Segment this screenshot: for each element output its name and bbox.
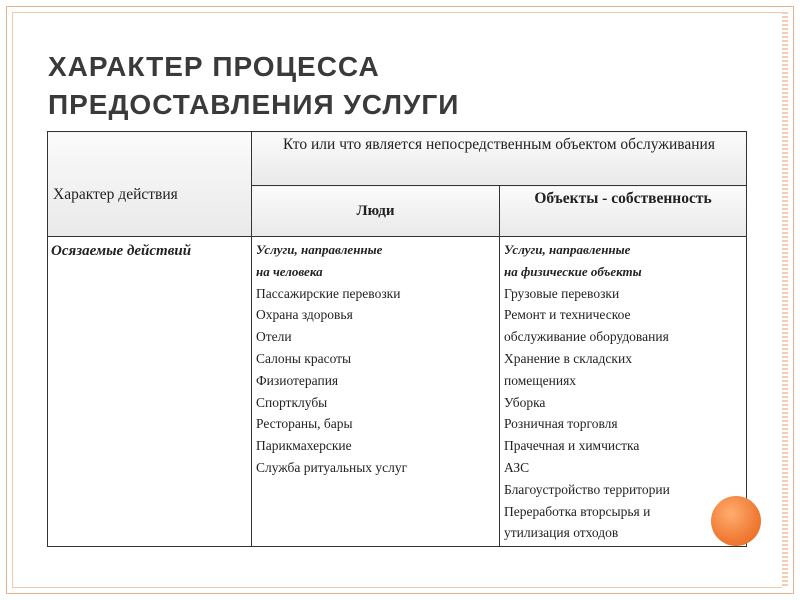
list-item: Парикмахерские bbox=[256, 438, 352, 454]
tangible-actions-label: Осязаемые действий bbox=[48, 237, 252, 547]
list-item: Уборка bbox=[504, 394, 546, 410]
decorative-orange-circle bbox=[711, 496, 761, 546]
service-object-header: Кто или что является непосредственным объектом обслуживания bbox=[252, 132, 747, 186]
objects-column-header: Объекты - собственность bbox=[500, 186, 747, 237]
list-item: Хранение в складских bbox=[504, 350, 632, 366]
objects-services-heading-line-1: Услуги, направленные bbox=[504, 242, 631, 257]
people-column-header: Люди bbox=[252, 186, 500, 237]
list-item: Прачечная и химчистка bbox=[504, 438, 640, 454]
objects-services-heading-line-2: на физические объекты bbox=[504, 263, 642, 279]
list-item: утилизация отходов bbox=[504, 525, 619, 541]
slide-frame-stripe bbox=[782, 12, 788, 588]
people-services-cell bbox=[252, 237, 500, 547]
action-character-header: Характер действия bbox=[48, 132, 252, 237]
list-item: Физиотерапия bbox=[256, 372, 339, 388]
list-item: помещениях bbox=[504, 372, 577, 388]
list-item: обслуживание оборудования bbox=[504, 329, 669, 345]
people-services-heading-line-2: на человека bbox=[256, 263, 323, 279]
list-item: Спортклубы bbox=[256, 394, 328, 410]
list-item: Розничная торговля bbox=[504, 416, 618, 432]
list-item: Благоустройство территории bbox=[504, 481, 670, 497]
list-item: Рестораны, бары bbox=[256, 416, 353, 432]
list-item: Ремонт и техническое bbox=[504, 307, 631, 323]
objects-services-cell bbox=[500, 237, 747, 547]
list-item: Пассажирские перевозки bbox=[256, 285, 401, 301]
slide-title-line-1: ХАРАКТЕР ПРОЦЕССА bbox=[48, 51, 380, 82]
list-item: Отели bbox=[256, 329, 292, 345]
slide-title-line-2: ПРЕДОСТАВЛЕНИЯ УСЛУГИ bbox=[48, 89, 460, 120]
list-item: Грузовые перевозки bbox=[504, 285, 620, 301]
service-process-table bbox=[47, 131, 747, 547]
people-services-heading-line-1: Услуги, направленные bbox=[256, 242, 383, 257]
list-item: Переработка вторсырья и bbox=[504, 503, 651, 519]
list-item: Охрана здоровья bbox=[256, 307, 353, 323]
list-item: Салоны красоты bbox=[256, 350, 352, 366]
list-item: Служба ритуальных услуг bbox=[256, 459, 408, 475]
list-item: АЗС bbox=[504, 459, 530, 475]
slide-title bbox=[48, 48, 459, 124]
